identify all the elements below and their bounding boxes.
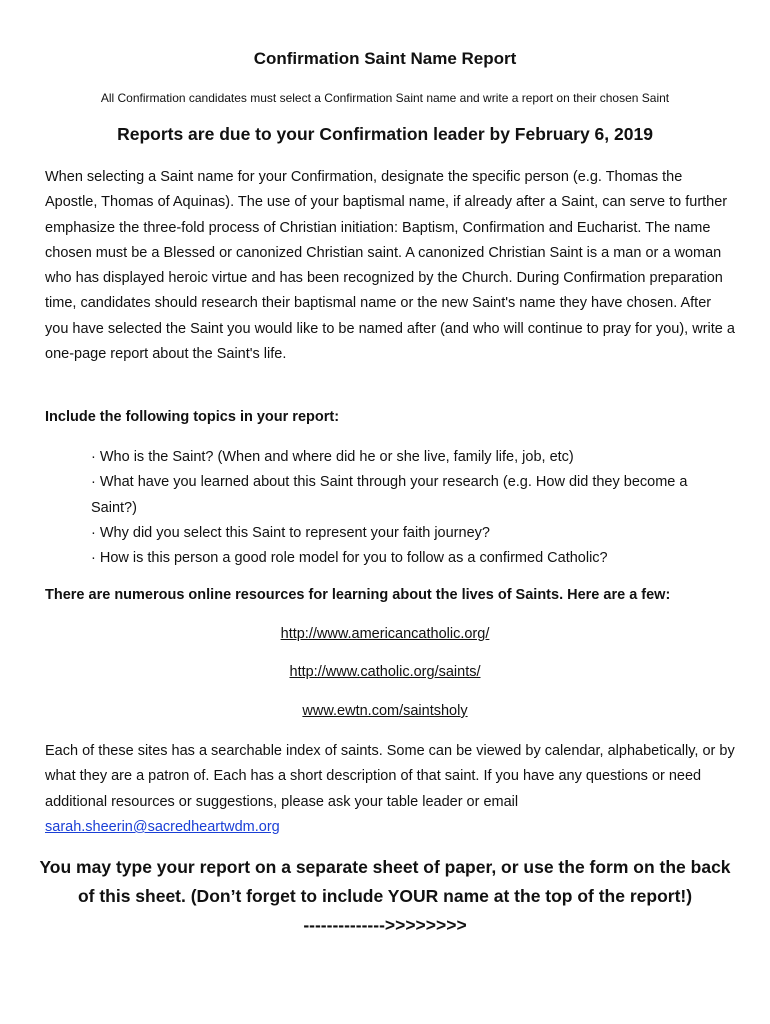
topic-item: · Why did you select this Saint to represent your faith journey? (91, 524, 490, 541)
topic-item: · What have you learned about this Saint through your research (e.g. How did they become a Saint?) (91, 474, 688, 516)
page-title: Confirmation Saint Name Report (253, 49, 517, 68)
resources-heading: There are numerous online resources for learning about the lives of Saints. Here are a few: (45, 587, 671, 603)
link-ewtn-saintsholy[interactable]: www.ewtn.com/saintsholy (302, 703, 468, 719)
closing-text: Each of these sites has a searchable index of saints. Some can be viewed by calendar, alphabetically, or by what they are a patron of. Each has a short description of that saint. If you have any questions or need additional resources or suggestions, please ask your table leader or email (45, 743, 735, 810)
page-subtitle: All Confirmation candidates must select a Confirmation Saint name and write a report on their chosen Saint (100, 91, 670, 105)
link-catholic-saints[interactable]: http://www.catholic.org/saints/ (289, 664, 481, 680)
topics-list (91, 445, 711, 571)
topic-item: · Who is the Saint? (When and where did he or she live, family life, job, etc) (91, 449, 574, 465)
arrow-text: -------------->>>>>>>> (303, 915, 467, 935)
due-date-notice: Reports are due to your Confirmation leader by February 6, 2019 (117, 124, 653, 144)
final-instructions (30, 853, 740, 940)
topics-heading: Include the following topics in your report: (45, 409, 340, 425)
intro-paragraph: When selecting a Saint name for your Confirmation, designate the specific person (e.g. Thomas the Apostle, Thomas of Aquinas). The use of your baptismal name, if already after a Saint, can serve to further emphasize the three-fold process of Christian initiation: Baptism, Confirmation and Eucharist. The name chosen must be a Blessed or canonized Christian saint. A canonized Christian Saint is a man or a woman who has displayed heroic virtue and has been recognized by the Church. During Confirmation preparation time, candidates should research their baptismal name or the new Saint's name they have chosen. After you have selected the Saint you would like to be named after (and who will continue to pray for you), write a one-page report about the Saint's life. (45, 169, 735, 363)
email-link[interactable]: sarah.sheerin@sacredheartwdm.org (45, 818, 280, 835)
closing-paragraph (45, 739, 735, 840)
topic-item: · How is this person a good role model for you to follow as a confirmed Catholic? (91, 550, 608, 567)
link-americancatholic[interactable]: http://www.americancatholic.org/ (280, 626, 490, 642)
final-instruction-text: You may type your report on a separate sheet of paper, or use the form on the back of this sheet. (Don’t forget to include YOUR name at the top of the report!) (39, 857, 731, 906)
